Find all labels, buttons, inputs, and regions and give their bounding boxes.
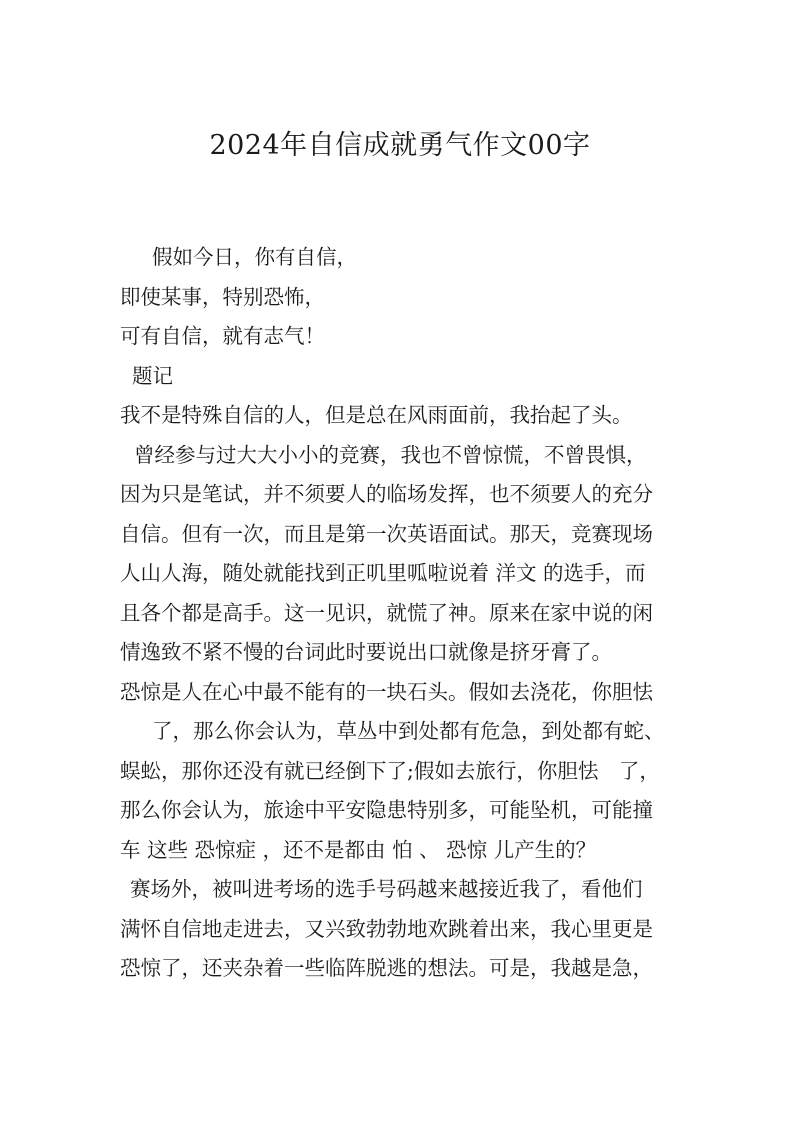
poem-line-1: 假如今日，你有自信， (152, 245, 357, 269)
paragraph-line: 蜈蚣，那你还没有就已经倒下了;假如去旅行，你胆怯 了， (120, 758, 660, 783)
paragraph-line: 赛场外，被叫进考场的选手号码越来越接近我了，看他们 (130, 877, 643, 901)
document-body (120, 238, 690, 989)
paragraph-line: 因为只是笔试，并不须要人的临场发挥，也不须要人的充分 (120, 482, 653, 506)
poem-line-3: 可有自信，就有志气！ (120, 324, 325, 348)
paragraph-line: 了，那么你会认为，草丛中到处都有危急，到处都有蛇、 (152, 719, 665, 743)
paragraph-line: 满怀自信地走进去，又兴致勃勃地欢跳着出来，我心里更是 (120, 916, 653, 941)
paragraph-line: 自信。但有一次，而且是第一次英语面试。那天，竞赛现场 (120, 521, 653, 546)
paragraph-line: 我不是特殊自信的人，但是总在风雨面前，我抬起了头。 (120, 403, 633, 427)
paragraph-line: 恐惊是人在心中最不能有的一块石头。假如去浇花，你胆怯 (120, 679, 653, 704)
epigraph-label: 题记 (132, 363, 173, 388)
paragraph-line: 恐惊了，还夹杂着一些临阵脱逃的想法。可是，我越是急， (120, 956, 653, 980)
paragraph-line: 车 这些 恐惊症 ，还不是都由 怕 、 恐惊 儿产生的？ (120, 837, 597, 862)
paragraph-line: 情逸致不紧不慢的台词此时要说出口就像是挤牙膏了。 (120, 640, 612, 664)
paragraph-line: 且各个都是高手。这一见识，就慌了神。原来在家中说的闲 (120, 600, 653, 625)
poem-line-2: 即使某事，特别恐怖， (120, 284, 325, 309)
paragraph-line: 曾经参与过大大小小的竞赛，我也不曾惊慌，不曾畏惧， (134, 442, 647, 467)
document-title: 2024年自信成就勇气作文00字 (209, 130, 591, 161)
paragraph-line: 人山人海，随处就能找到正叽里呱啦说着 洋文 的选手，而 (120, 561, 646, 585)
paragraph-line: 那么你会认为，旅途中平安隐患特别多，可能坠机，可能撞 (120, 798, 653, 822)
